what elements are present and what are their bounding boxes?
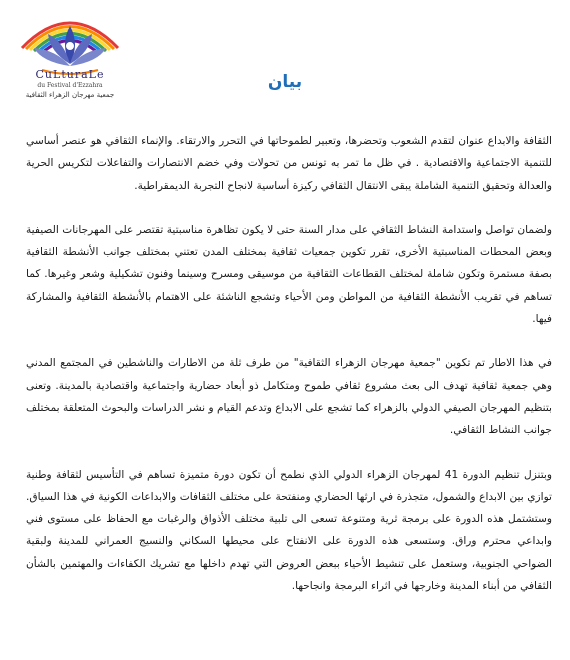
- paragraph-edition: وبتنزل تنظيم الدورة 41 لمهرجان الزهراء الدولي الذي نطمح أن تكون دورة متميزة تساهم في التأسيس لثقافة وطنية توازي بين الابداع والشمول، متجذرة في ارثها الحضاري ومنفتحة على مختلف الثقافات والابداعات الكونية في هذا السياق. وستشتمل هذه الدورة على برمجة ثرية ومتنوعة تسعى الى تلبية مختلف الأذواق والرغبات مع الحفاظ على مستوى فني وابداعي محترم وراق. وستسعى هذه الدورة على الانفتاح على محيطها السكاني والنسيج العمراني للمدينة ولبقية الضواحي الجنوبية، وستعمل على تنشيط الأحياء ببعض العروض التي تهدم داخلها مع تشريك الكفاءات والمهتمين بالشأن الثقافي من أبناء المدينة وخارجها في اثراء البرمجة وانجاحها.: [26, 468, 552, 593]
- page-title: بيان: [267, 72, 303, 92]
- paragraph-continuity: ولضمان تواصل واستدامة النشاط الثقافي على مدار السنة حتى لا يكون تظاهرة مناسبتية تقتصر على المهرجانات الصيفية وبعض المحطات المناسبتية الأخرى، تقرر تكوين جمعيات ثقافية بمختلف المدن تعتني بمختلف جوانب الأنشطة الثقافية بصفة مستمرة وتكون شاملة لمختلف القطاعات الثقافية من موسيقى ومسرح وسينما وفنون تشكيلية وشعر وغيرها. كما تساهم في تقريب الأنشطة الثقافية من المواطن ومن الأحياء وتشجع الناشئة على الاهتمام بالأنشطة الثقافية والمشاركة فيها.: [26, 223, 552, 326]
- logo-subtitle: du Festival d'Ezzahra: [37, 82, 103, 89]
- statement-body: [26, 130, 552, 619]
- logo-arabic-name: جمعية مهرجان الزهراء الثقافية: [25, 91, 115, 99]
- paragraph-intro: الثقافة والابداع عنوان لتقدم الشعوب وتحضرها، وتعبير لطموحاتها في التحرر والارتقاء. والإنماء الثقافي هو عنصر أساسي للتنمية الاجتماعية والاقتصادية . في ظل ما تمر به تونس من تحولات وفي خضم الانتصارات والتفاعلات لتكريس الحرية والعدالة وتحقيق التنمية الشاملة يبقى الانتقال الثقافي ركيزة أساسية لانجاح التجربة الديمقراطية.: [26, 135, 552, 192]
- paragraph-association: في هذا الاطار تم تكوين "جمعية مهرجان الزهراء الثقافية" من طرف ثلة من الاطارات والناشطين في المجتمع المدني وهي جمعية ثقافية تهدف الى بعث مشروع ثقافي طموح ومتكامل ذو أبعاد حضارية واجتماعية واقتصادية بالمدينة. وتعنى بتنظيم المهرجان الصيفي الدولي بالزهراء كما تشجع على الابداع وتدعم القيام و نشر الدراسات والبحوث المتعلقة بمختلف جوانب النشاط الثقافي.: [26, 357, 552, 437]
- logo-wordmark: CuLturaLe: [35, 68, 105, 81]
